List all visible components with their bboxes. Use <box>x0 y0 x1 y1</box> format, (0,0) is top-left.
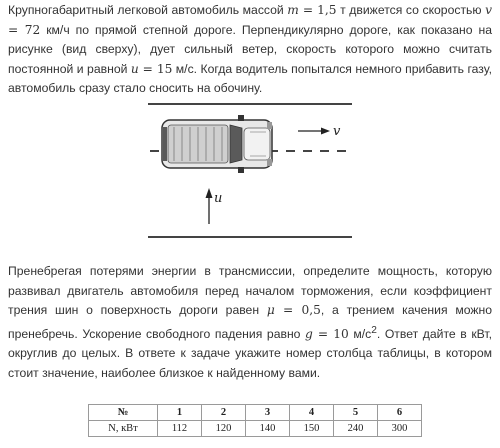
velocity-symbol: v <box>485 3 492 17</box>
problem-statement-part1 <box>8 1 492 99</box>
mass-symbol: m <box>287 3 299 17</box>
velocity-label: v <box>333 124 341 139</box>
text-segment: . Ответ дайте в кВт, округлив до целых. В ответе к задаче укажите номер столбца таблицы, в котором стоит значение, наиболее близкое к найденному вами. <box>8 326 492 380</box>
table-cell: 6 <box>378 405 422 421</box>
table-cell: 300 <box>378 421 422 437</box>
table-cell: 1 <box>158 405 202 421</box>
wind-value: = 15 <box>138 61 173 76</box>
text-segment: м/с <box>348 326 372 341</box>
friction-symbol: μ <box>266 303 275 317</box>
text-segment: , а трением качения можно пренебречь. Ускорение свободного падения равно <box>8 303 492 341</box>
wind-symbol: u <box>130 61 139 76</box>
text-segment: Крупногабаритный легковой автомобиль массой <box>8 3 288 17</box>
table-cell: 3 <box>246 405 290 421</box>
table-cell: 5 <box>334 405 378 421</box>
car-top-view-icon <box>162 115 272 173</box>
exponent: 2 <box>371 324 377 336</box>
gravity-value: = 10 <box>312 326 349 341</box>
table-header-cell: N, кВт <box>89 421 158 437</box>
table-cell: 2 <box>202 405 246 421</box>
problem-statement-part2 <box>8 262 492 383</box>
mass-value: = 1,5 <box>298 3 337 17</box>
table-cell: 120 <box>202 421 246 437</box>
table-row <box>89 421 422 437</box>
text-segment: Пренебрегая потерями энергии в трансмиссии, определите мощность, которую развивал двигатель автомобиля перед началом торможения, если коэффициент трения шин о поверхность дороги равен <box>8 264 492 317</box>
table-cell: 240 <box>334 421 378 437</box>
table-cell: 112 <box>158 421 202 437</box>
road-diagram <box>0 92 500 252</box>
answer-table <box>88 404 422 437</box>
velocity-value: = 72 <box>8 22 41 37</box>
table-row <box>89 405 422 421</box>
table-cell: 150 <box>290 421 334 437</box>
text-segment: км/ч по прямой степной дороге. Перпендикулярно дороге, как показано на рисунке (вид сверху), дует сильный ветер, скорость которого можно считать постоянной и равной <box>8 22 492 76</box>
friction-value: = 0,5 <box>274 303 321 317</box>
table-cell: 4 <box>290 405 334 421</box>
table-header-cell: № <box>89 405 158 421</box>
text-segment: т движется со скоростью <box>336 3 486 17</box>
wind-arrow-head-icon <box>206 188 213 198</box>
velocity-arrow-head-icon <box>321 128 330 135</box>
wind-label: u <box>214 191 223 206</box>
text-segment: м/с. Когда водитель попытался немного прибавить газу, автомобиль сразу стало сносить на обочину. <box>8 61 493 95</box>
gravity-symbol: g <box>305 326 313 341</box>
table-cell: 140 <box>246 421 290 437</box>
